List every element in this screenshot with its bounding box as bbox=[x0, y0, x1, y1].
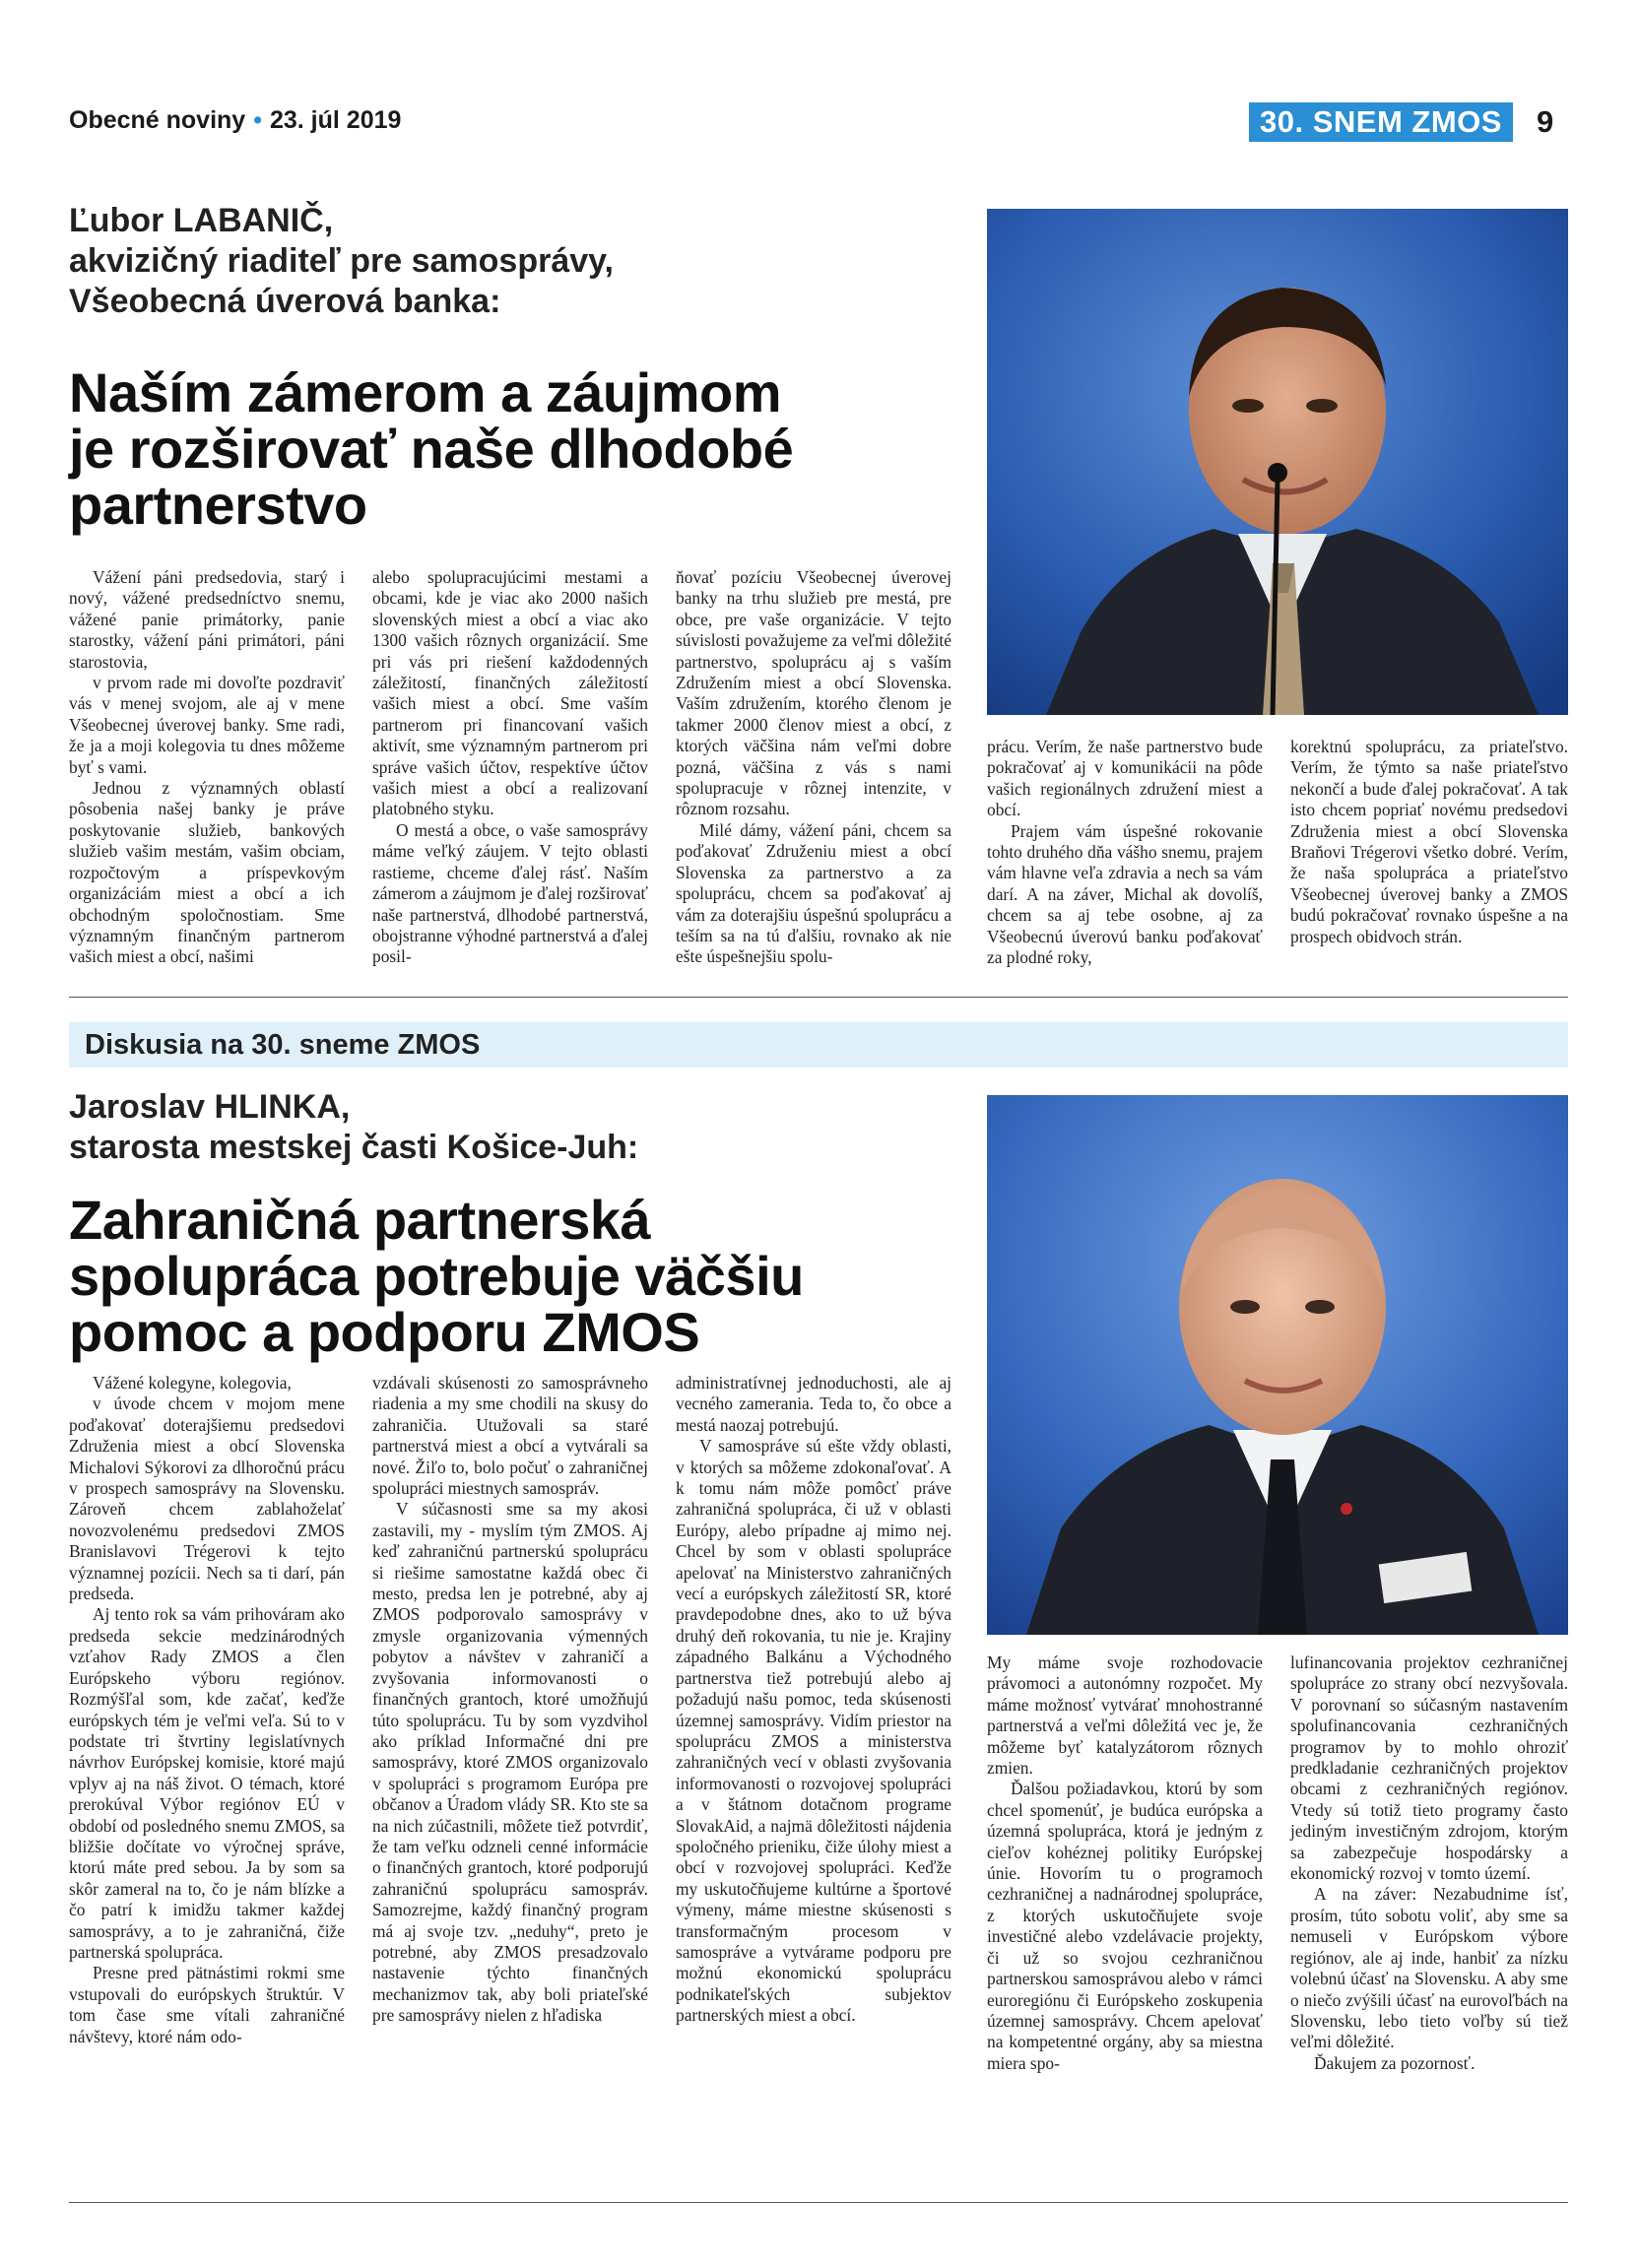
paragraph: korektnú spoluprácu, za priateľstvo. Verím, že týmto sa naše priateľstvo nekončí a bude ďalej pokračovať. A tak isto chcem popriať novému predsedovi Združenia miest a obcí Slovenska Braňovi Trégerovi všetko dobré. Verím, že naša spolupráca a priateľstvo Všeobecnej úverovej banky a ZMOS budú pokračovať rovnako úspešne a na prospech obidvoch strán. bbox=[1290, 737, 1568, 946]
article1-column-1 bbox=[69, 567, 345, 968]
article2-column-5 bbox=[1290, 1652, 1568, 2074]
article1-column-2 bbox=[372, 567, 648, 968]
paragraph: My máme svoje rozhodovacie právomoci a autonómny rozpočet. My máme možnosť vytvárať mnohostranné partnerstvá a veľmi dôležitá vec je, že môžeme byť katalyzátorom rôznych zmien. bbox=[987, 1652, 1263, 1779]
paragraph: Vážení páni predsedovia, starý i nový, vážené predsedníctvo snemu, vážené panie primátorky, panie starostky, vážení páni primátori, páni starostovia, bbox=[69, 567, 345, 672]
paragraph: administratívnej jednoduchosti, ale aj vecného zamerania. Teda to, čo obce a mestá naozaj potrebujú. bbox=[676, 1373, 951, 1435]
page-header-left bbox=[69, 106, 401, 135]
article2-byline-name: Jaroslav HLINKA, bbox=[69, 1088, 351, 1126]
discussion-label: Diskusia na 30. sneme ZMOS bbox=[85, 1029, 481, 1061]
speaker-photo-labanic bbox=[987, 209, 1568, 715]
publication-date: 23. júl 2019 bbox=[269, 106, 402, 134]
paragraph: O mestá a obce, o vaše samosprávy máme veľký záujem. V tejto oblasti rastieme, chceme ďalej rásť. Naším zámerom a záujmom je ďalej rozširovať naše partnerstvá, dlhodobé partnerstvá, obojstranne výhodné partnerstvá a ďalej posil- bbox=[372, 819, 648, 967]
article1-byline bbox=[69, 201, 614, 322]
paragraph: v prvom rade mi dovoľte pozdraviť vás v menej svojom, ale aj v mene Všeobecnej úverovej banky. Sme radi, že ja a moji kolegovia tu dnes môžeme byť s vami. bbox=[69, 673, 345, 777]
paragraph: Ďakujem za pozornosť. bbox=[1314, 2052, 1476, 2073]
article1-column-3 bbox=[676, 567, 951, 968]
paragraph: Ďalšou požiadavkou, ktorú by som chcel spomenúť, je budúca európska a územná spolupráca, ktorá je jedným z cieľov kohéznej politiky Európskej únie. Hovorím tu o programoch cezhraničnej a nadnárodnej spolupráce, z ktorých uskutočňujete svoje investičné alebo vzdelávacie projekty, či už so svojou cezhraničnou partnerskou samosprávou alebo v rámci euroregiónu či Európskeho zoskupenia územnej samosprávy. Chcem apelovať na kompetentné orgány, aby sa miestna miera spo- bbox=[987, 1779, 1263, 2073]
article2-column-3 bbox=[676, 1373, 951, 2027]
paragraph: Milé dámy, vážení páni, chcem sa poďakovať Združeniu miest a obcí Slovenska za partnerstvo a za spoluprácu, chcem sa poďakovať aj vám za doterajšiu úspešnú spoluprácu a teším sa na tú ďalšiu, rovnako ak nie ešte úspešnejšiu spolu- bbox=[676, 819, 951, 967]
paragraph: Vážené kolegyne, kolegovia, bbox=[93, 1373, 292, 1393]
section-label: 30. SNEM ZMOS bbox=[1249, 102, 1513, 142]
separator-dot: • bbox=[253, 106, 262, 134]
article2-byline-role: starosta mestskej časti Košice-Juh: bbox=[69, 1129, 639, 1166]
article1-headline-line: Naším zámerom a záujmom bbox=[69, 361, 781, 423]
article1-byline-role: akvizičný riaditeľ pre samosprávy, bbox=[69, 242, 614, 280]
article1-byline-name: Ľubor LABANIČ, bbox=[69, 202, 334, 239]
article2-column-1 bbox=[69, 1373, 345, 2047]
paragraph: Prajem vám úspešné rokovanie tohto druhého dňa vášho snemu, prajem vám hlavne veľa zdravia a nech sa vám darí. A na záver, Michal ak dovolíš, chcem sa aj tebe osobne, aj za Všeobecnú úverovú banku poďakovať za plodné roky, bbox=[987, 820, 1263, 968]
paragraph: prácu. Verím, že naše partnerstvo bude pokračovať aj v komunikácii na pôde vašich regionálnych združení miest a obcí. bbox=[987, 737, 1263, 820]
paragraph: V samospráve sú ešte vždy oblasti, v ktorých sa môžeme zdokonaľovať. A k tomu nám môže pomôcť práve zahraničná spolupráca, či už v oblasti Európy, alebo prípadne aj mimo nej. Chcel by som v oblasti spolupráce apelovať na Ministerstvo zahraničných vecí a európskych záležitostí SR, ktoré pravdepodobne dnes, ako to už býva druhý deň rokovania, tu nie je. Krajiny západného Balkánu a Východného partnerstva tiež potrebujú alebo aj požadujú našu pomoc, teda skúsenosti územnej samosprávy. Vidím priestor na spoluprácu ZMOS a ministerstva zahraničných vecí v oblasti zvyšovania informovanosti o rozvojovej spolupráci a v štátnom dotačnom programe SlovakAid, a najmä dôležitosti nájdenia spoločného prieniku, čiže úlohy miest a obcí v rozvojovej spolupráci. Keďže my uskutočňujeme kultúrne a športové výmeny, máme miestne skúsenosti s transformačným procesom v samospráve a vytvárame podporu pre možnú ekonomickú spoluprácu podnikateľských subjektov partnerských miest a obcí. bbox=[676, 1436, 951, 2026]
article1-photo bbox=[987, 209, 1568, 715]
bottom-divider bbox=[69, 2202, 1568, 2203]
article1-column-4 bbox=[987, 737, 1263, 968]
article2-byline bbox=[69, 1087, 638, 1168]
paragraph: A na záver: Nezabudnime ísť, prosím, túto sobotu voliť, aby sme sa nemuseli v Európskom výbore regiónov, ale aj inde, hanbiť za nízku volebnú účasť na Slovensku. A aby sme o niečo zvýšili účasť na eurovoľbách na Slovensku, lebo tieto voľby sú tiež veľmi dôležité. bbox=[1290, 1884, 1568, 2052]
article2-column-2 bbox=[372, 1373, 648, 2027]
section-divider bbox=[69, 997, 1568, 998]
article1-headline bbox=[69, 361, 794, 536]
article1-headline-line: je rozširovať naše dlhodobé bbox=[69, 418, 794, 480]
article2-headline-line: Zahraničná partnerská bbox=[69, 1189, 651, 1251]
page-number: 9 bbox=[1537, 104, 1554, 139]
paragraph: Aj tento rok sa vám prihováram ako predseda sekcie medzinárodných vzťahov Rady ZMOS a člen Európskeho výboru regiónov. Rozmýšľal som, kde začať, keďže európskych tém je veľmi veľa. Sú to v podstate tri štvrtiny legislatívnych návrhov Európskej komisie, ktoré majú vplyv aj na náš život. O témach, ktoré prerokúval Výbor regiónov EÚ v období od posledného snemu ZMOS, sa bližšie dočítate vo výročnej správe, ktorú máte pred sebou. Ja by som sa skôr zameral na to, čo je nám blízke a čo patrí k imidžu takmer každej samosprávy, a to je zahraničná, čiže partnerská spolupráca. bbox=[69, 1604, 345, 1962]
paragraph: alebo spolupracujúcimi mestami a obcami, kde je viac ako 2000 našich slovenských miest a obcí a viac ako 1300 vašich rôznych organizácií. Sme pri vás pri riešení každodenných záležitostí, finančných záležitostí vašich miest a obcí. Sme vaším partnerom pri financovaní vašich aktivít, sme významným partnerom pri správe vašich účtov, respektíve účtov vašich miest a obcí a realizovaní platobného styku. bbox=[372, 567, 648, 819]
article1-column-5 bbox=[1290, 737, 1568, 947]
article2-headline-line: pomoc a podporu ZMOS bbox=[69, 1301, 700, 1363]
publication-name: Obecné noviny bbox=[69, 106, 246, 134]
article2-photo bbox=[987, 1095, 1568, 1635]
paragraph: V súčasnosti sme sa my akosi zastavili, my - myslím tým ZMOS. Aj keď zahraničnú partnerskú spoluprácu si riešime samostatne každá obec či mesto, predsa len je potrebné, aby aj ZMOS podporovalo samosprávy v zmysle organizovania výmenných pobytov a návštev v zahraničí a zvyšovania informovanosti o finančných grantoch, ktoré umožňujú túto spoluprácu. Tu by som vyzdvihol ako príklad Informačné dni pre samosprávy, ktoré ZMOS organizovalo v spolupráci s programom Európa pre občanov a Úradom vlády SR. Kto ste sa na nich zúčastnili, môžete tiež potvrdiť, že tam veľku odzneli cenné informácie o finančných grantoch, ktoré podporujú zahraničnú spoluprácu samospráv. Samozrejme, každý finančný program má aj svoje tzv. „neduhy“, preto je potrebné, aby ZMOS presadzovalo nastavenie týchto finančných mechanizmov tak, aby boli priateľské pre samosprávy nielen z hľadiska bbox=[372, 1499, 648, 2026]
paragraph: vzdávali skúsenosti zo samosprávneho riadenia a my sme chodili na skusy do zahraničia. Utužovali sa staré partnerstvá miest a obcí a vytvárali sa nové. Žiľo to, bolo počuť o zahraničnej spolupráci miestnych samospráv. bbox=[372, 1373, 648, 1499]
article1-headline-line: partnerstvo bbox=[69, 474, 367, 536]
paragraph: Jednou z významných oblastí pôsobenia našej banky je práve poskytovanie služieb, bankových služieb vašim mestám, vašim obciam, rozpočtovým a príspevkovým organizáciám miest a obcí a ich obchodným spoločnostiam. Sme významným finančným partnerom vašich miest a obcí, našimi bbox=[69, 778, 345, 967]
article2-headline bbox=[69, 1189, 804, 1363]
paragraph: Presne pred pätnástimi rokmi sme vstupovali do európskych štruktúr. V tom čase sme vítali zahraničné návštevy, ktoré nám odo- bbox=[69, 1963, 345, 2046]
article2-headline-line: spolupráca potrebuje väčšiu bbox=[69, 1245, 804, 1307]
paragraph: lufinancovania projektov cezhraničnej spolupráce zo strany obcí nezvyšovala. V porovnaní so súčasným nastavením spolufinancovania cezhraničných programov by to mohlo ohroziť predkladanie cezhraničných projektov obcami z cezhraničných regiónov. Vtedy sú totiž tieto programy často jediným investičným zdrojom, ktorým sa zabezpečuje hospodársky a ekonomický rozvoj v tomto území. bbox=[1290, 1652, 1568, 1884]
speaker-photo-hlinka bbox=[987, 1095, 1568, 1635]
article1-byline-org: Všeobecná úverová banka: bbox=[69, 283, 501, 320]
paragraph: v úvode chcem v mojom mene poďakovať doterajšiemu predsedovi Združenia miest a obcí Slovenska Michalovi Sýkorovi za dlhoročnú prácu v prospech samosprávy na Slovensku. Zároveň chcem zablahoželať novozvolenému predsedovi ZMOS Branislavovi Trégerovi k tejto významnej pozícii. Nech sa ti darí, pán predseda. bbox=[69, 1393, 345, 1604]
article2-column-4 bbox=[987, 1652, 1263, 2074]
paragraph: ňovať pozíciu Všeobecnej úverovej banky na trhu služieb pre mestá, pre obce, pre vaše organizácie. V tejto súvislosti považujeme za veľmi dôležité partnerstvo, spoluprácu aj s vaším Združením miest a obcí Slovenska. Vaším združením, ktorého členom je takmer 2000 členov miest a obcí, z ktorých väčšina nám veľmi dobre pozná, väčšina z vás s nami spolupracuje v rôznej intenzite, v rôznom rozsahu. bbox=[676, 567, 951, 819]
